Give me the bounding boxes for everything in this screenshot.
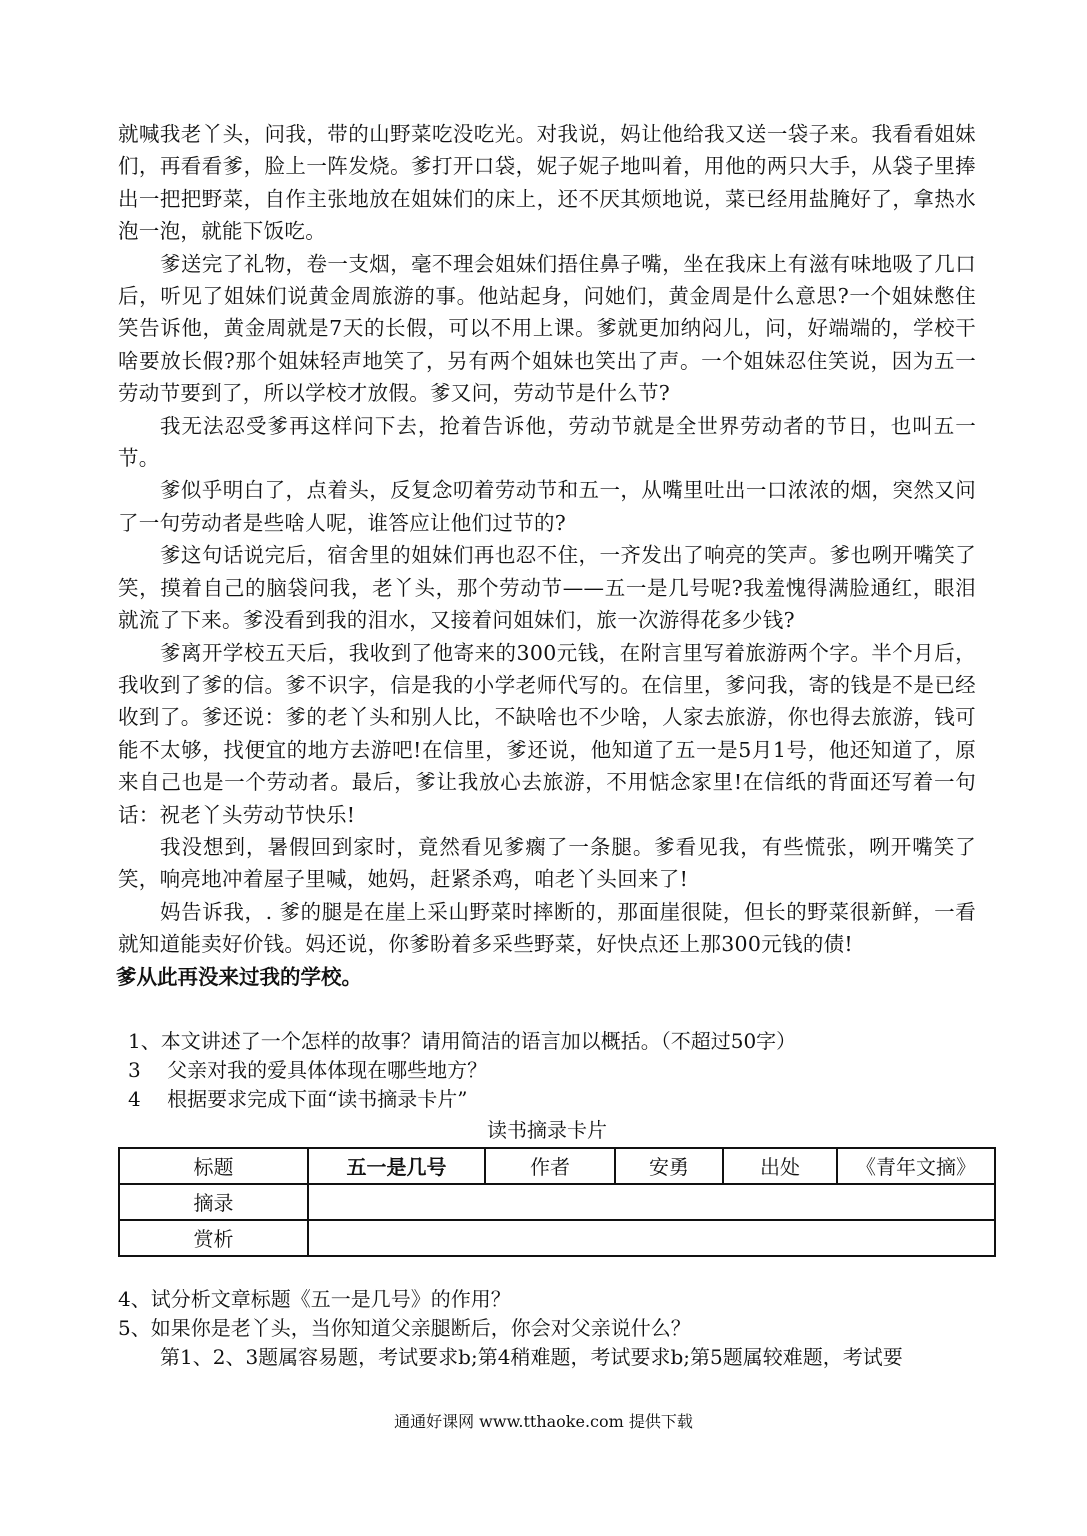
card-title: 读书摘录卡片 — [487, 1117, 607, 1142]
table-cell-label: 作者 — [485, 1148, 615, 1184]
table-cell-blank[interactable] — [308, 1220, 995, 1256]
table-cell-value: 《青年文摘》 — [837, 1148, 995, 1184]
paragraph: 爹这句话说完后，宿舍里的姐妹们再也忍不住，一齐发出了响亮的笑声。爹也咧开嘴笑了笑，摸着自己的脑袋问我，老丫头，那个劳动节——五一是几号呢?我羞愧得满脸通红，眼泪就流了下来。爹没看到我的泪水，又接着问姐妹们，旅一次游得花多少钱? — [118, 543, 976, 633]
table-cell-label: 出处 — [723, 1148, 837, 1184]
page-footer: 通通好课网 www.tthaoke.com 提供下载 — [394, 1412, 693, 1431]
paragraph: 爹似乎明白了，点着头，反复念叨着劳动节和五一，从嘴里吐出一口浓浓的烟，突然又问了一句劳动者是些啥人呢，谁答应让他们过节的? — [118, 478, 976, 535]
question-item: 4 根据要求完成下面“读书摘录卡片” — [128, 1086, 468, 1111]
table-row — [119, 1184, 995, 1220]
paragraph: 我无法忍受爹再这样问下去，抢着告诉他，劳动节就是全世界劳动者的节日，也叫五一节。 — [118, 413, 976, 471]
paragraph: 就喊我老丫头，问我，带的山野菜吃没吃光。对我说，妈让他给我又送一袋子来。我看看姐妹们，再看看爹，脸上一阵发烧。爹打开口袋，妮子妮子地叫着，用他的两只大手，从袋子里捧出一把把野菜，自作主张地放在姐妹们的床上，还不厌其烦地说，菜已经用盐腌好了，拿热水泡一泡，就能下饭吃。 — [118, 122, 976, 244]
question-item: 1、本文讲述了一个怎样的故事？请用简洁的语言加以概括。（不超过50字） — [128, 1028, 797, 1053]
table-row — [119, 1148, 995, 1184]
table-cell-label: 摘录 — [119, 1184, 308, 1220]
table-row — [119, 1220, 995, 1256]
question-item: 3 父亲对我的爱具体体现在哪些地方？ — [128, 1057, 488, 1082]
question-item: 5、如果你是老丫头，当你知道父亲腿断后，你会对父亲说什么？ — [118, 1315, 691, 1340]
table-cell-value: 五一是几号 — [308, 1148, 485, 1184]
paragraph: 爹离开学校五天后，我收到了他寄来的300元钱，在附言里写着旅游两个字。半个月后，我收到了爹的信。爹不识字，信是我的小学老师代写的。在信里，爹问我，寄的钱是不是已经收到了。爹还说：爹的老丫头和别人比，不缺啥也不少啥，人家去旅游，你也得去旅游，钱可能不太够，找便宜的地方去游吧!在信里，爹还说，他知道了五一是5月1号，他还知道了，原来自己也是一个劳动者。最后，爹让我放心去旅游，不用惦念家里!在信纸的背面还写着一句话：祝老丫头劳动节快乐! — [118, 640, 976, 827]
paragraph: 我没想到，暑假回到家时，竟然看见爹瘸了一条腿。爹看见我，有些慌张，咧开嘴笑了笑，响亮地冲着屋子里喊，她妈，赶紧杀鸡，咱老丫头回来了! — [118, 834, 976, 892]
difficulty-note: 第1、2、3题属容易题，考试要求b;第4稍难题，考试要求b;第5题属较难题，考试要 — [160, 1344, 903, 1369]
table-cell-label: 标题 — [119, 1148, 308, 1184]
paragraph: 妈告诉我，. 爹的腿是在崖上采山野菜时摔断的，那面崖很陡，但长的野菜很新鲜，一看就知道能卖好价钱。妈还说，你爹盼着多采些野菜，好快点还上那300元钱的债! — [118, 899, 976, 957]
closing-line: 爹从此再没来过我的学校。 — [116, 964, 362, 989]
question-item: 4、试分析文章标题《五一是几号》的作用？ — [118, 1286, 511, 1311]
table-cell-label: 赏析 — [119, 1220, 308, 1256]
table-cell-value: 安勇 — [615, 1148, 723, 1184]
paragraph: 爹送完了礼物，卷一支烟，毫不理会姐妹们捂住鼻子嘴，坐在我床上有滋有味地吸了几口后，听见了姐妹们说黄金周旅游的事。他站起身，问她们，黄金周是什么意思?一个姐妹憋住笑告诉他，黄金周就是7天的长假，可以不用上课。爹就更加纳闷儿，问，好端端的，学校干啥要放长假?那个姐妹轻声地笑了，另有两个姐妹也笑出了声。一个姐妹忍住笑说，因为五一劳动节要到了，所以学校才放假。爹又问，劳动节是什么节? — [118, 251, 976, 406]
reading-card-table — [118, 1147, 996, 1257]
document-body — [118, 118, 976, 1372]
table-cell-blank[interactable] — [308, 1184, 995, 1220]
